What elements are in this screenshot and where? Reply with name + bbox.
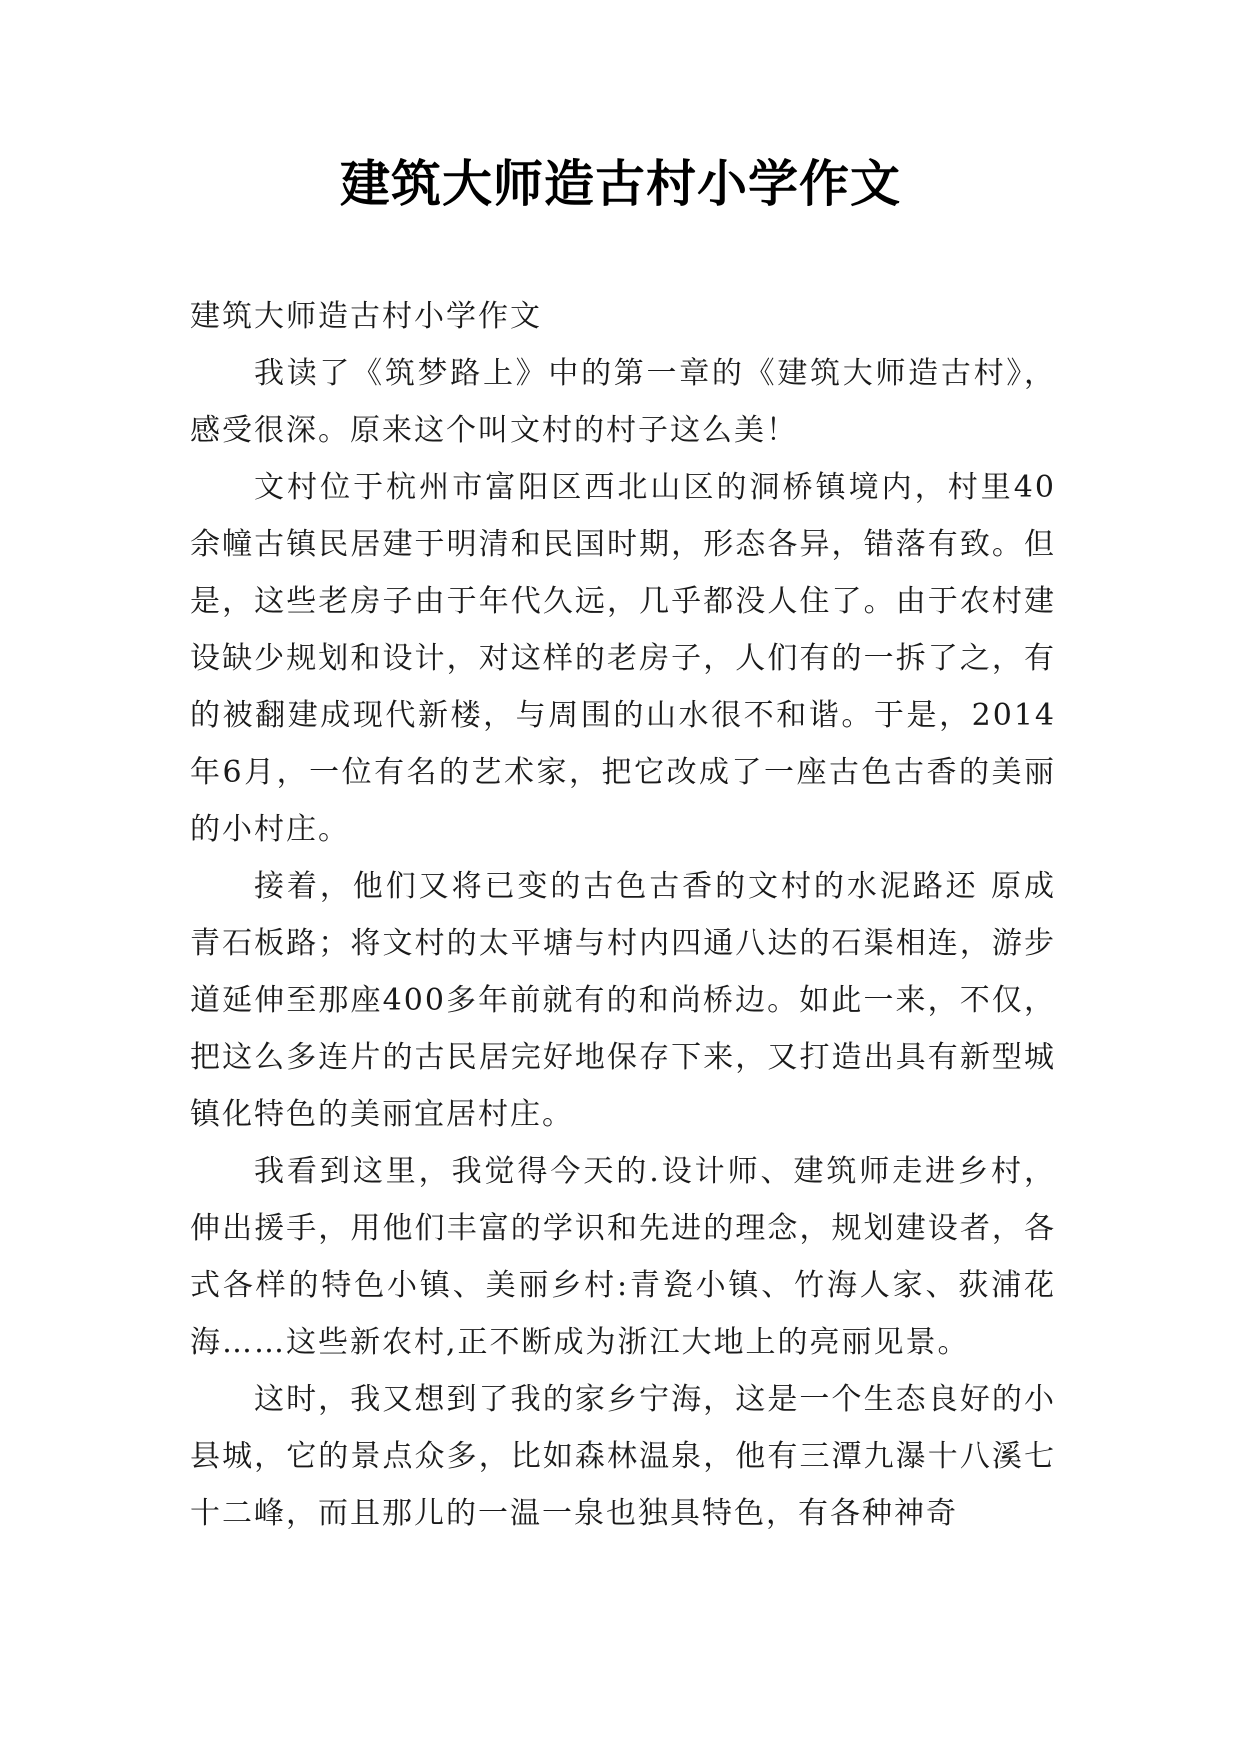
paragraph-5: 这时，我又想到了我的家乡宁海，这是一个生态良好的小县城，它的景点众多，比如森林温泉，他有三潭九瀑十八溪七十二峰，而且那儿的一温一泉也独具特色，有各种神奇 [190, 1382, 1056, 1531]
paragraph-1: 我读了《筑梦路上》中的第一章的《建筑大师造古村》，感受很深。原来这个叫文村的村子这么美！ [190, 356, 1056, 448]
paragraph-3: 接着，他们又将已变的古色古香的文村的水泥路还 原成青石板路；将文村的太平塘与村内四通八达的石渠相连，游步道延伸至那座400多年前就有的和尚桥边。如此一来，不仅，把这么多连片的古民居完好地保存下来，又打造出具有新型城镇化特色的美丽宜居村庄。 [190, 869, 1056, 1132]
document-body [190, 288, 1056, 1542]
document-title: 建筑大师造古村小学作文 [340, 154, 901, 213]
document-subtitle: 建筑大师造古村小学作文 [190, 299, 542, 334]
paragraph-2: 文村位于杭州市富阳区西北山区的洞桥镇境内，村里40余幢古镇民居建于明清和民国时期，形态各异，错落有致。但是，这些老房子由于年代久远，几乎都没人住了。由于农村建设缺少规划和设计，对这样的老房子，人们有的一拆了之，有的被翻建成现代新楼，与周围的山水很不和谐。于是，2014年6月，一位有名的艺术家，把它改成了一座古色古香的美丽的小村庄。 [190, 470, 1056, 847]
paragraph-4: 我看到这里，我觉得今天的.设计师、建筑师走进乡村，伸出援手，用他们丰富的学识和先进的理念，规划建设者，各式各样的特色小镇、美丽乡村:青瓷小镇、竹海人家、荻浦花海……这些新农村,正不断成为浙江大地上的亮丽见景。 [190, 1154, 1056, 1360]
